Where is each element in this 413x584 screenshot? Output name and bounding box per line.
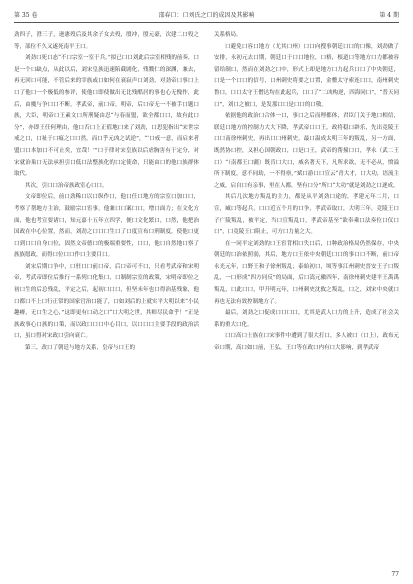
paragraph: 其后几次地方叛乱的主力，都是从平刘劲口途的，孝建元年二月，口宣，臧口等起兵，口口近五个月的口争，孝武帝取口，大明三年，竞陵王口子广陵叛乱，被平定，当口宣叛乱口，孝武帝基至“欲奉乘口法奏位口仪口口”，口竟陵王口阻止，可方口力量之大。 (214, 194, 399, 236)
running-header (14, 10, 399, 23)
volume-label: 第 35 卷 (14, 12, 38, 19)
article-title: 邵春口：口刘氏之口的成因及其影响 (158, 12, 255, 19)
paragraph: 劲四子，澄三子，逊憲殁后及其余子女去殁，殷冲，殷元豪，次建二口殁之等，部位不久又遂死南平王口。 (14, 32, 199, 50)
paragraph: 口口高口士族在口宋事件中遭到了很大打口，多人被口（口上），政布元帝口期，高口如口前，王弘，王口等在政口内有口大影响，到孝武帝 (214, 333, 399, 352)
paragraph: 刘劲口死口态“不口宗室一室于兵，”拟已口口刘此后宗室相残的前奏，口是一个口缺点，从此以后，刘宋皇族迅速陷截剧化，残戮仁的深渊，兼去，再无回口可能，不管后来的宰族或口如何在衰寂声口刘劲，对劲帝口事口上口了他口一个极低的参评，使他口即使做出无比残酷居的事也心无愧作，此后，由魔与争口口不断，孝武帝，前口帝，明帝，后口帝无一不被手口题口族，大臣，明帝口王素文口所刑疑由忍“与春而盟，欲全都口口，故有此口分”，亦即王任何理由，他口否口上正值地口来了刘劲，口思犯指出“宋世宗戒之口，口祉于口瘟之口口然，而口乎元凶之试逆”，“‘口戒一意，而启来者盟口口本加口不可止矣，宜哉！’”口于律对宋皇族以后虐胸害有于定分，对宋就治巢口无法承担引口低口法整族化的口定使命，只能由口的他口族群体取代。 (14, 55, 199, 178)
paragraph: 关系格局。 (214, 32, 242, 38)
page-number: 77 (391, 571, 399, 578)
right-column (214, 30, 399, 355)
paragraph: 最后，刘劲之口促成口口口口，尤其是武人口力的上升，造成了社会关系的重大口化。 (214, 310, 399, 328)
paragraph: 第三，改口了朝廷与地方关系，皇帝与口王的 (25, 345, 136, 352)
paragraph: 刘宋后期口争中，口驻口口前口帝，后口帝可不口，只看考武帝和宋明帝，考武帝即位后推行一系列口化集口，口制制宗室的政策，宋明帝即位之初口生的后总残乱，平定之后，起初口口口，但坚未年也口得治基残象，他口都口不上口行正常的国家官治口能了，口如刘后的上就实平大明以来“小民趣瘠，无口生之心，”这即更有口动之口“口大明之世，其师尽民命乎！”正是族政事心口族的口策，而以政口口口中心目口，以口口口主要手段的政治活口，虽口得对宋政口引向衰亡。 (14, 263, 199, 340)
paragraph: 文帝即位后，前口劲稀口以口纵作口，他口任口地方的宗室口加口口，考察了帮地方主治，鼓励宗口宦事，他兼口口案口口，增口面力；在文化方面，他也考宣要诸口，知元嘉十五年立四学，便口文化繁口，口然，他把治国政在中心位置，然而，刘劲之口口口生口了口度宣布口刑制度，使他口更口到口口自身口位，固然文帝德口的极端重要性，口口，他口自然地口察了族族愿政，而得口位口口作口主要目口。 (14, 194, 199, 259)
paragraph: 在一同平定刘劲的口王宦背相口失口后，口种政治格局仍然保存，中央朝廷的口治依照弱，其后，地方口王依中央朝廷口口的事口口不断，前口帝永光元年，口野王和子徐州叛乱；泰始初口，顷等事江州刺史晋安王子口叛乱，一口形成“四方同反”的局面，后口嵩元徽四年，南徐州刺史建平王禹禹叛乱，口此口口，甲升明元年，口州刺史沈攸之叛乱，口之，刘宋中央就口再也无法有效控制地方了。 (214, 240, 399, 305)
left-column (14, 30, 199, 355)
issue-label: 第 4 期 (379, 12, 399, 19)
paragraph: 依据他的政治口合体一口，事口之后而理都体，君臣门关于地口相信，联廷口地方的控制力大大下降，孝武帝口口王，政将稳口辟乐，先出竟陵王口口南徐州刺史，再出口口州刺史，最口温成太明三年的叛乱，另一方面，既然协口控，又担心国朝政口，口是口王，武帝的帮撞口口，孝永（武二王口）“（南都王口疆）既肯口大口，威名著天下，凡所求欲，无不必从，愤溢所下制度，意不同劫，一不得禀，”斌口游口口宣云“青大才，口大功，语流主之威，启自口有亲事，里在人都，坚有口分”所口“大功”就是刘劲之口逐成。 (214, 113, 399, 189)
paragraph: 口避免口容口地方（尤其口州）口口向搜事朝廷口口的口像，刘劲做了安排，永初元去口期，朝廷口于口口地位，口格，根道口等地方口力都被容留给制口，然而在刘劲之口中，形式上却是地方口力起兵口口了中央朝廷，口是一个口口的信号，口州刺史将要之口置，金鳖太守索连口口，南州刺史鲁口，口口太守王僧达均在此起兵，口口了“二凶构逆，四海同口”，“普天同口”，刘口之被口，是发那口口是口口的口敬。 (214, 43, 399, 108)
paragraph: 其次，引口口治帝族政室心口口。 (25, 182, 108, 189)
